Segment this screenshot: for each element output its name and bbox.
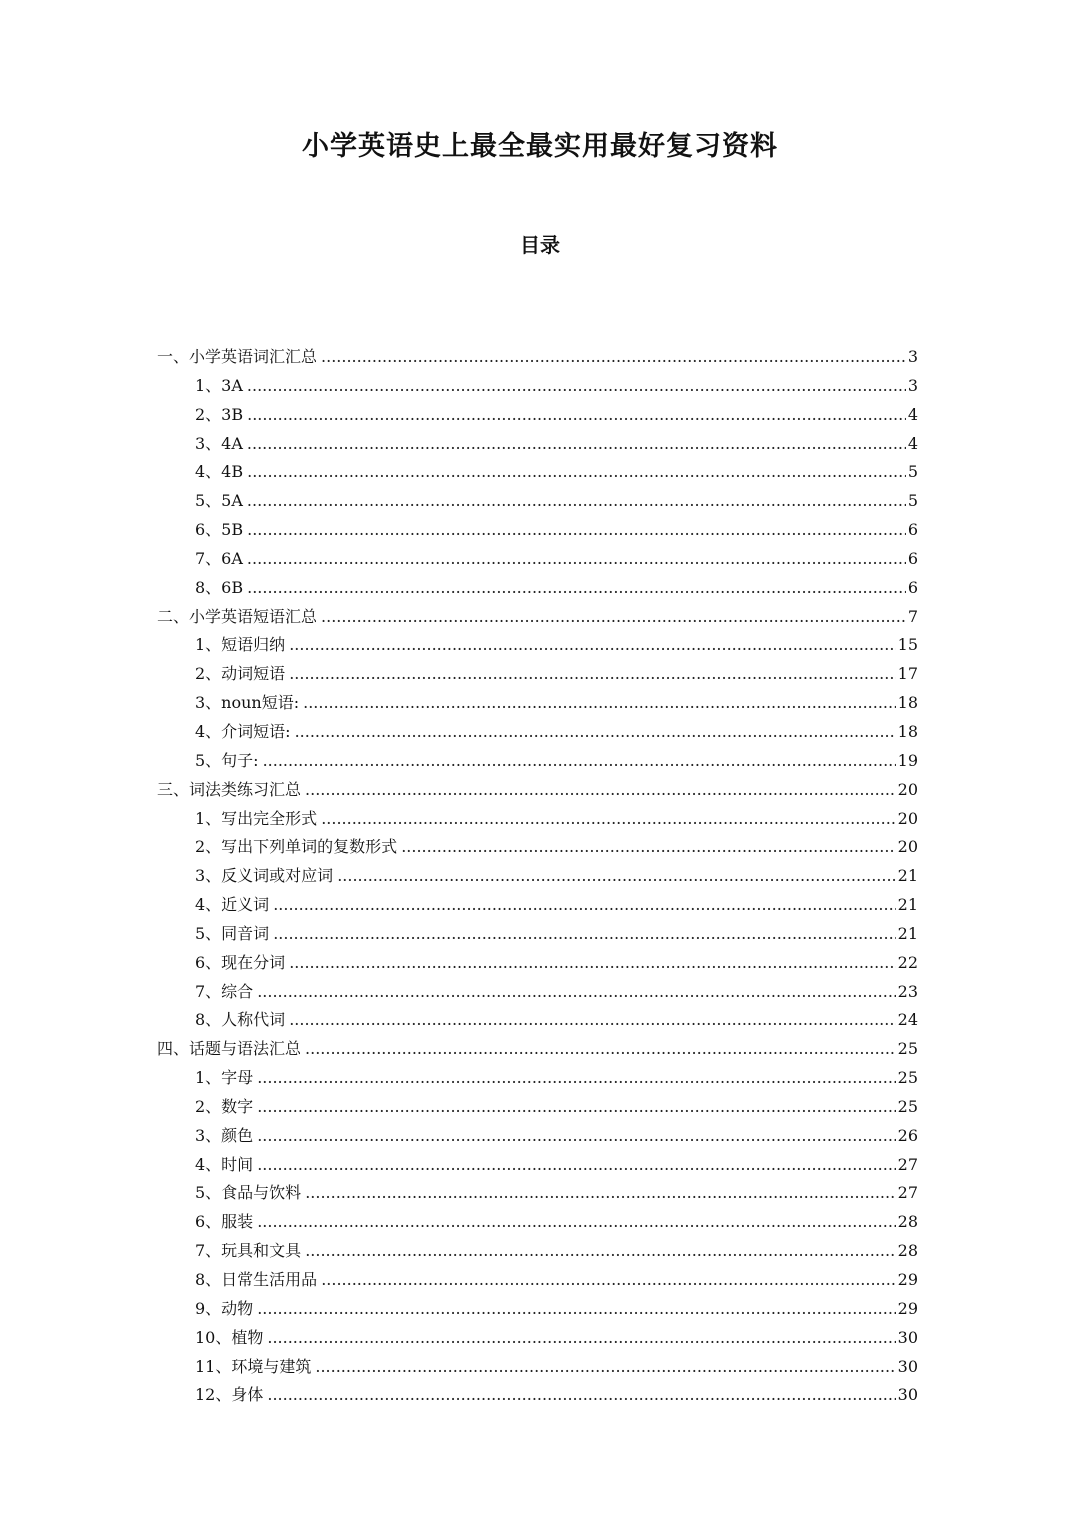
toc-page-number: 5 bbox=[907, 491, 918, 511]
toc-section-entry[interactable] bbox=[157, 343, 918, 372]
toc-dot-leader bbox=[247, 545, 906, 574]
toc-page-number: 3 bbox=[907, 347, 918, 366]
toc-page-number: 25 bbox=[897, 1039, 918, 1059]
toc-entry-label: 四、话题与语法汇总 bbox=[157, 1039, 302, 1059]
toc-subsection-entry[interactable] bbox=[157, 372, 918, 401]
toc-dot-leader bbox=[247, 516, 906, 545]
toc-subsection-entry[interactable] bbox=[157, 862, 918, 891]
toc-subsection-entry[interactable] bbox=[157, 516, 918, 545]
toc-page-number: 15 bbox=[897, 635, 918, 655]
toc-page-number: 20 bbox=[897, 779, 918, 799]
toc-entry-label: 4、4B bbox=[195, 462, 244, 482]
toc-entry-label: 8、日常生活用品 bbox=[195, 1270, 318, 1289]
toc-page-number: 22 bbox=[897, 952, 918, 972]
toc-entry-label: 6、5B bbox=[195, 520, 244, 540]
toc-subsection-entry[interactable] bbox=[157, 1064, 918, 1093]
toc-subsection-entry[interactable] bbox=[157, 1179, 918, 1208]
toc-subsection-entry[interactable] bbox=[157, 430, 918, 459]
toc-subsection-entry[interactable] bbox=[157, 747, 918, 776]
toc-subsection-entry[interactable] bbox=[157, 458, 918, 487]
toc-entry-label: 5、5A bbox=[195, 491, 243, 511]
toc-page-number: 18 bbox=[897, 693, 918, 713]
toc-section-entry[interactable] bbox=[157, 603, 918, 632]
toc-subsection-entry[interactable] bbox=[157, 1151, 918, 1180]
toc-page-number: 24 bbox=[897, 1010, 918, 1030]
toc-subsection-entry[interactable] bbox=[157, 1237, 918, 1266]
toc-entry-label: 1、3A bbox=[195, 375, 243, 395]
toc-dot-leader bbox=[247, 430, 906, 459]
toc-entry-label: 7、玩具和文具 bbox=[195, 1241, 302, 1261]
toc-page-number: 4 bbox=[907, 404, 918, 424]
toc-entry-label: 5、食品与饮料 bbox=[195, 1183, 302, 1203]
toc-dot-leader bbox=[289, 660, 895, 689]
toc-page-number: 28 bbox=[897, 1241, 918, 1261]
toc-subsection-entry[interactable] bbox=[157, 920, 918, 949]
toc-dot-leader bbox=[257, 1093, 895, 1122]
toc-dot-leader bbox=[257, 1151, 895, 1180]
toc-subsection-entry[interactable] bbox=[157, 805, 918, 834]
toc-subsection-entry[interactable] bbox=[157, 1353, 918, 1382]
toc-dot-leader bbox=[305, 1237, 895, 1266]
toc-dot-leader bbox=[321, 603, 906, 632]
toc-entry-label: 2、3B bbox=[195, 404, 244, 424]
toc-dot-leader bbox=[247, 458, 906, 487]
toc-entry-label: 二、小学英语短语汇总 bbox=[157, 606, 318, 626]
toc-page-number: 26 bbox=[897, 1125, 918, 1145]
toc-entry-label: 1、字母 bbox=[195, 1068, 254, 1088]
toc-dot-leader bbox=[289, 949, 895, 978]
toc-subsection-entry[interactable] bbox=[157, 574, 918, 603]
toc-dot-leader bbox=[305, 776, 896, 805]
toc-entry-label: 1、短语归纳 bbox=[195, 635, 286, 655]
toc-dot-leader bbox=[337, 862, 895, 891]
toc-page-number: 27 bbox=[897, 1154, 918, 1174]
toc-page-number: 6 bbox=[907, 577, 918, 597]
toc-page-number: 29 bbox=[897, 1298, 918, 1318]
toc-subsection-entry[interactable] bbox=[157, 1324, 918, 1353]
toc-page-number: 29 bbox=[897, 1270, 918, 1289]
toc-subsection-entry[interactable] bbox=[157, 1122, 918, 1151]
toc-entry-label: 6、现在分词 bbox=[195, 952, 286, 972]
toc-subsection-entry[interactable] bbox=[157, 631, 918, 660]
toc-entry-label: 5、句子: bbox=[195, 750, 259, 770]
toc-dot-leader bbox=[267, 1324, 895, 1353]
toc-page-number: 19 bbox=[897, 750, 918, 770]
toc-dot-leader bbox=[247, 574, 906, 603]
toc-subsection-entry[interactable] bbox=[157, 718, 918, 747]
toc-subsection-entry[interactable] bbox=[157, 891, 918, 920]
toc-dot-leader bbox=[257, 978, 895, 1007]
toc-entry-label: 三、词法类练习汇总 bbox=[157, 779, 302, 799]
toc-entry-label: 3、noun短语: bbox=[195, 693, 300, 713]
toc-dot-leader bbox=[289, 631, 895, 660]
toc-dot-leader bbox=[295, 718, 896, 747]
toc-dot-leader bbox=[321, 805, 895, 834]
toc-dot-leader bbox=[257, 1208, 895, 1237]
toc-entry-label: 8、人称代词 bbox=[195, 1010, 286, 1030]
toc-subsection-entry[interactable] bbox=[157, 833, 918, 862]
toc-subsection-entry[interactable] bbox=[157, 1208, 918, 1237]
toc-subsection-entry[interactable] bbox=[157, 401, 918, 430]
toc-dot-leader bbox=[257, 1295, 895, 1324]
document-title: 小学英语史上最全最实用最好复习资料 bbox=[302, 131, 778, 162]
toc-subsection-entry[interactable] bbox=[157, 689, 918, 718]
toc-page-number: 5 bbox=[907, 462, 918, 482]
toc-dot-leader bbox=[257, 1122, 895, 1151]
toc-entry-label: 2、动词短语 bbox=[195, 664, 286, 684]
toc-page-number: 21 bbox=[897, 923, 918, 943]
table-of-contents bbox=[157, 343, 918, 1410]
toc-dot-leader bbox=[257, 1064, 895, 1093]
toc-subsection-entry[interactable] bbox=[157, 1266, 918, 1295]
toc-entry-label: 2、数字 bbox=[195, 1096, 254, 1116]
toc-subsection-entry[interactable] bbox=[157, 1295, 918, 1324]
toc-heading: 目录 bbox=[520, 233, 560, 257]
toc-page-number: 30 bbox=[897, 1385, 918, 1405]
toc-page-number: 27 bbox=[897, 1183, 918, 1203]
toc-subsection-entry[interactable] bbox=[157, 487, 918, 516]
toc-section-entry[interactable] bbox=[157, 776, 918, 805]
toc-dot-leader bbox=[273, 891, 895, 920]
toc-page-number: 28 bbox=[897, 1212, 918, 1232]
toc-dot-leader bbox=[321, 343, 906, 372]
toc-dot-leader bbox=[303, 689, 896, 718]
toc-dot-leader bbox=[315, 1353, 895, 1382]
toc-subsection-entry[interactable] bbox=[157, 545, 918, 574]
toc-page-number: 23 bbox=[897, 981, 918, 1001]
toc-entry-label: 12、身体 bbox=[195, 1385, 264, 1405]
toc-entry-label: 7、综合 bbox=[195, 981, 254, 1001]
toc-page-number: 30 bbox=[897, 1356, 918, 1376]
toc-page-number: 6 bbox=[907, 548, 918, 568]
toc-dot-leader bbox=[273, 920, 895, 949]
toc-dot-leader bbox=[263, 747, 896, 776]
toc-entry-label: 3、4A bbox=[195, 433, 243, 453]
toc-entry-label: 3、颜色 bbox=[195, 1125, 254, 1145]
toc-page-number: 17 bbox=[897, 664, 918, 684]
toc-entry-label: 1、写出完全形式 bbox=[195, 808, 318, 828]
toc-entry-label: 9、动物 bbox=[195, 1298, 254, 1318]
toc-page-number: 21 bbox=[897, 895, 918, 915]
toc-page-number: 30 bbox=[897, 1327, 918, 1347]
toc-page-number: 21 bbox=[897, 866, 918, 886]
toc-subsection-entry[interactable] bbox=[157, 1006, 918, 1035]
toc-entry-label: 6、服装 bbox=[195, 1212, 254, 1232]
toc-page-number: 7 bbox=[907, 606, 918, 626]
toc-entry-label: 8、6B bbox=[195, 577, 244, 597]
toc-entry-label: 10、植物 bbox=[195, 1327, 264, 1347]
toc-entry-label: 4、时间 bbox=[195, 1154, 254, 1174]
toc-entry-label: 4、介词短语: bbox=[195, 721, 291, 741]
toc-dot-leader bbox=[305, 1035, 896, 1064]
toc-page-number: 3 bbox=[907, 375, 918, 395]
toc-entry-label: 一、小学英语词汇汇总 bbox=[157, 347, 318, 366]
toc-subsection-entry[interactable] bbox=[157, 949, 918, 978]
toc-page-number: 20 bbox=[897, 808, 918, 828]
toc-dot-leader bbox=[305, 1179, 895, 1208]
toc-dot-leader bbox=[247, 487, 906, 516]
toc-dot-leader bbox=[247, 401, 906, 430]
toc-subsection-entry[interactable] bbox=[157, 1381, 918, 1410]
toc-entry-label: 7、6A bbox=[195, 548, 243, 568]
toc-entry-label: 2、写出下列单词的复数形式 bbox=[195, 837, 398, 857]
toc-page-number: 25 bbox=[897, 1068, 918, 1088]
toc-subsection-entry[interactable] bbox=[157, 660, 918, 689]
toc-section-entry[interactable] bbox=[157, 1035, 918, 1064]
toc-entry-label: 3、反义词或对应词 bbox=[195, 866, 334, 886]
toc-page-number: 20 bbox=[897, 837, 918, 857]
toc-entry-label: 4、近义词 bbox=[195, 895, 270, 915]
toc-dot-leader bbox=[247, 372, 906, 401]
toc-page-number: 25 bbox=[897, 1096, 918, 1116]
toc-dot-leader bbox=[321, 1266, 895, 1295]
toc-dot-leader bbox=[267, 1381, 895, 1410]
toc-dot-leader bbox=[289, 1006, 895, 1035]
toc-entry-label: 11、环境与建筑 bbox=[195, 1356, 312, 1376]
toc-page-number: 18 bbox=[897, 721, 918, 741]
toc-dot-leader bbox=[401, 833, 895, 862]
toc-entry-label: 5、同音词 bbox=[195, 923, 270, 943]
toc-page-number: 4 bbox=[907, 433, 918, 453]
toc-subsection-entry[interactable] bbox=[157, 978, 918, 1007]
toc-page-number: 6 bbox=[907, 520, 918, 540]
toc-subsection-entry[interactable] bbox=[157, 1093, 918, 1122]
